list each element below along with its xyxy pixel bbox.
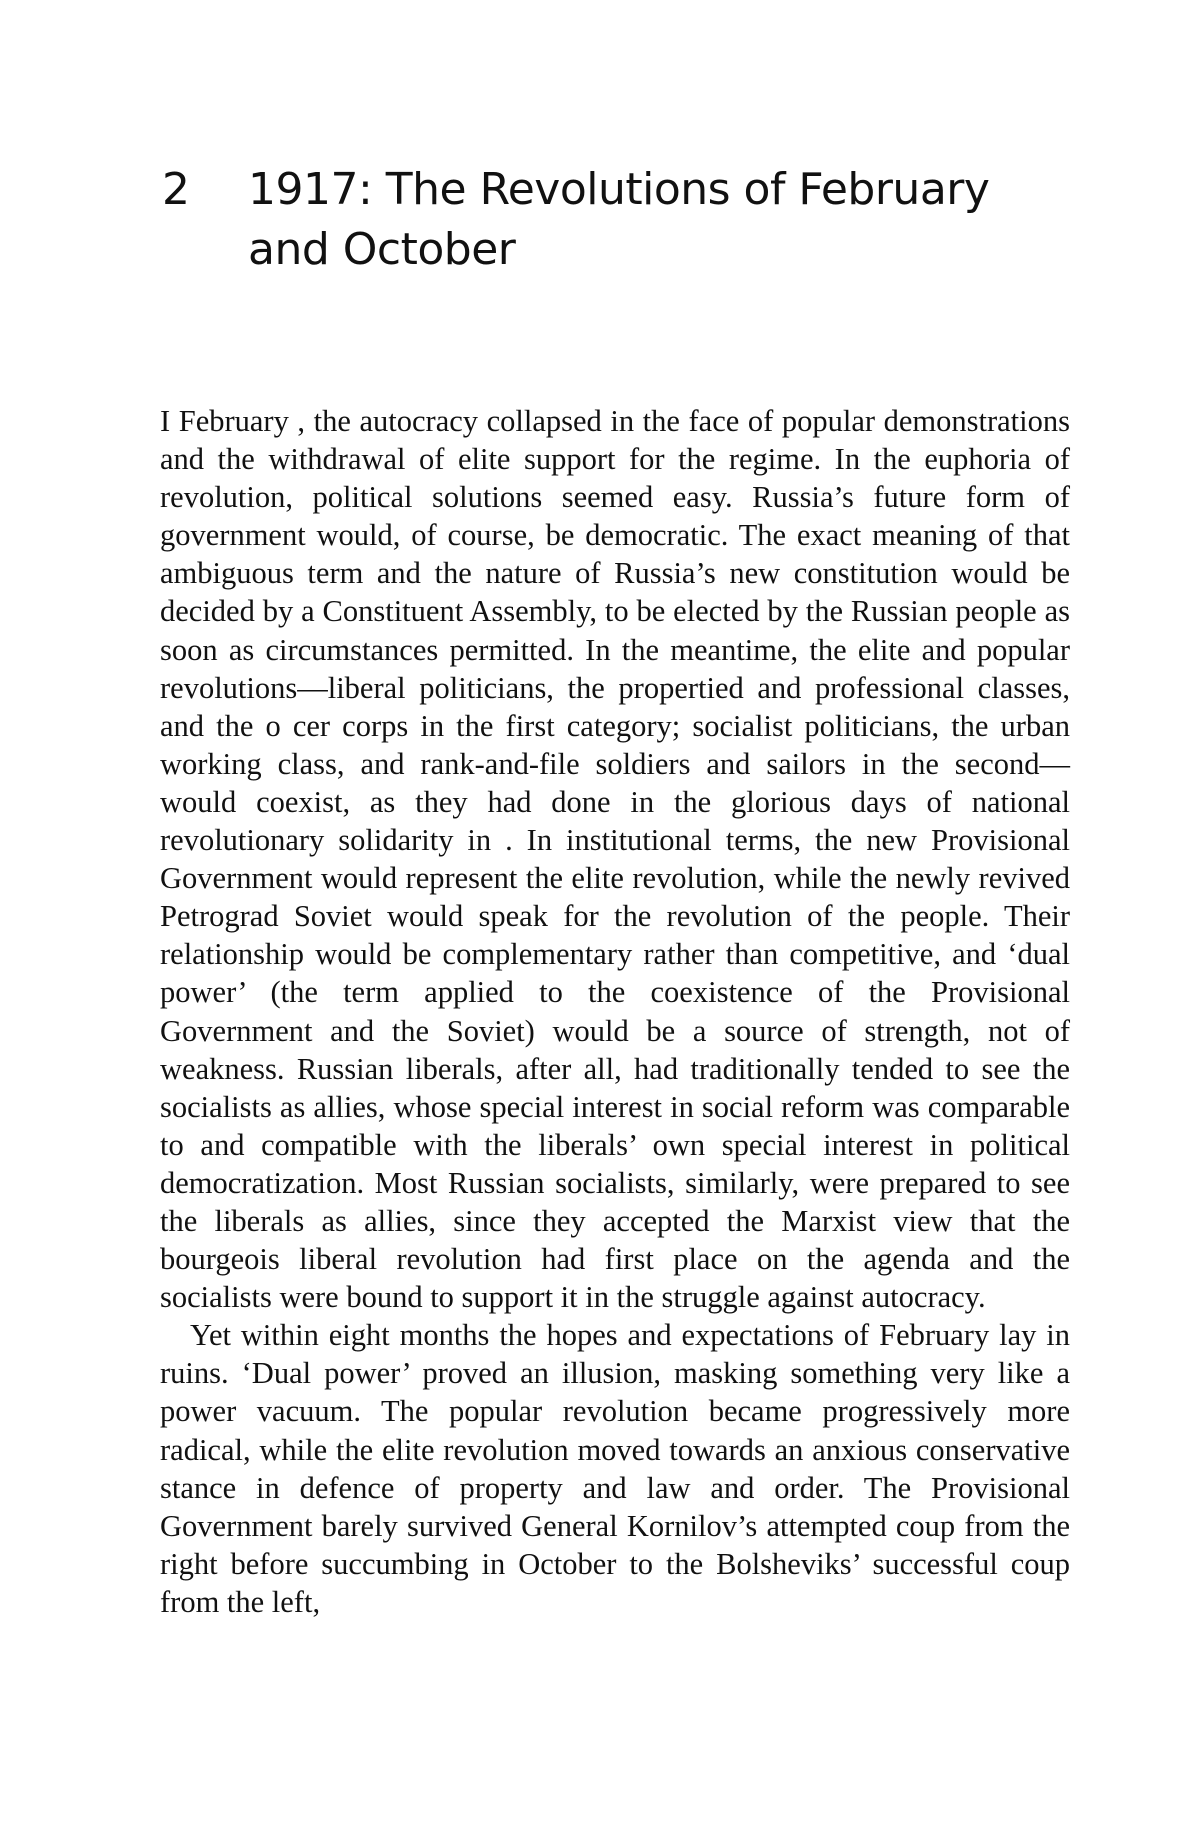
paragraph-2: Yet within eight months the hopes and expectations of February lay in ruins. ‘Dual power’ proved an illusion, masking something very like a power vacuum. The popular revolution became progressively more radical, while the elite revolution moved towards an anxious conservative stance in defence of property and law and order. The Provisional Government barely survived General Kornilov’s attempted coup from the right before succumbing in October to the Bolsheviks’ successful coup from the left, xyxy=(160,1318,1070,1619)
chapter-number: 2 xyxy=(162,164,190,215)
body-text xyxy=(160,402,1070,1621)
chapter-title: 1917: The Revolutions of February and October xyxy=(248,164,990,275)
paragraph-1: I February , the autocracy collapsed in the face of popular demonstrations and the withdrawal of elite support for the regime. In the euphoria of revolution, political solutions seemed easy. Russia’s future form of government would, of course, be democratic. The exact meaning of that ambiguous term and the nature of Russia’s new constitution would be decided by a Constituent Assembly, to be elected by the Russian people as soon as circumstances permitted. In the meantime, the elite and popular revolutions—liberal politicians, the propertied and professional classes, and the o cer corps in the first category; socialist politicians, the urban working class, and rank-and-file soldiers and sailors in the second—would coexist, as they had done in the glorious days of national revolutionary solidarity in . In institutional terms, the new Provisional Government would represent the elite revolution, while the newly revived Petrograd Soviet would speak for the revolution of the people. Their relationship would be complementary rather than competitive, and ‘dual power’ (the term applied to the coexistence of the Provisional Government and the Soviet) would be a source of strength, not of weakness. Russian liberals, after all, had traditionally tended to see the socialists as allies, whose special interest in social reform was comparable to and compatible with the liberals’ own special interest in political democratization. Most Russian socialists, similarly, were prepared to see the liberals as allies, since they accepted the Marxist view that the bourgeois liberal revolution had first place on the agenda and the socialists were bound to support it in the struggle against autocracy. xyxy=(160,404,1070,1315)
